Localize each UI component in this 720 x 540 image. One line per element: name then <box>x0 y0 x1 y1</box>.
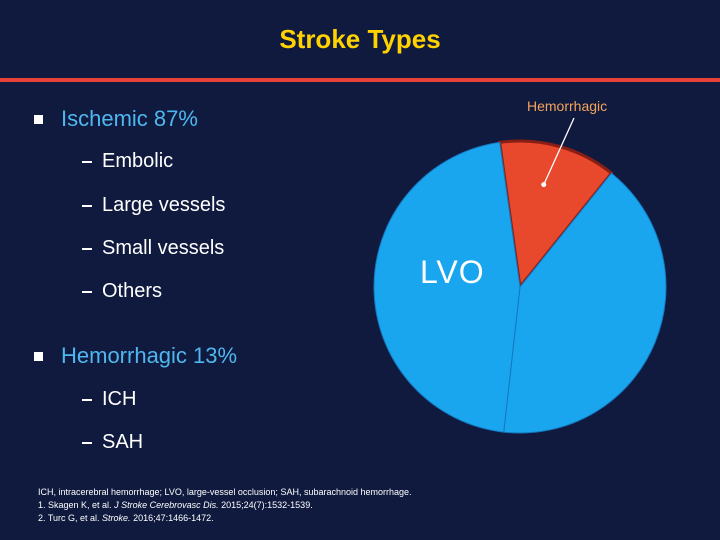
sub-item-label: SAH <box>102 431 144 453</box>
bullet-label: Hemorrhagic 13% <box>61 343 238 368</box>
sub-item-label: ICH <box>102 388 137 410</box>
footnote-abbreviations: ICH, intracerebral hemorrhage; LVO, large-vessel occlusion; SAH, subarachnoid hemorrhage. <box>38 487 412 497</box>
ref-journal: Stroke. <box>102 513 131 523</box>
footnote <box>38 486 412 525</box>
sub-item-label: Small vessels <box>102 237 225 259</box>
ref-citation: 2016;47:1466-1472. <box>133 513 214 523</box>
ref-citation: 2015;24(7):1532-1539. <box>221 500 313 510</box>
ref-authors: 1. Skagen K, et al. <box>38 500 112 510</box>
lvo-label: LVO <box>420 254 485 290</box>
sub-item-label: Others <box>102 280 163 302</box>
footnote-ref-1 <box>38 499 412 512</box>
sub-item-label: Embolic <box>102 150 174 172</box>
ref-authors: 2. Turc G, et al. <box>38 513 100 523</box>
footnote-ref-2 <box>38 512 412 525</box>
ref-journal: J Stroke Cerebrovasc Dis. <box>114 500 219 510</box>
hemorrhagic-callout-label: Hemorrhagic <box>527 98 608 114</box>
callout-pointer-dot <box>541 182 546 187</box>
slide-title: Stroke Types <box>279 24 441 54</box>
sub-item-label: Large vessels <box>102 194 226 216</box>
bullet-label: Ischemic 87% <box>61 106 198 131</box>
